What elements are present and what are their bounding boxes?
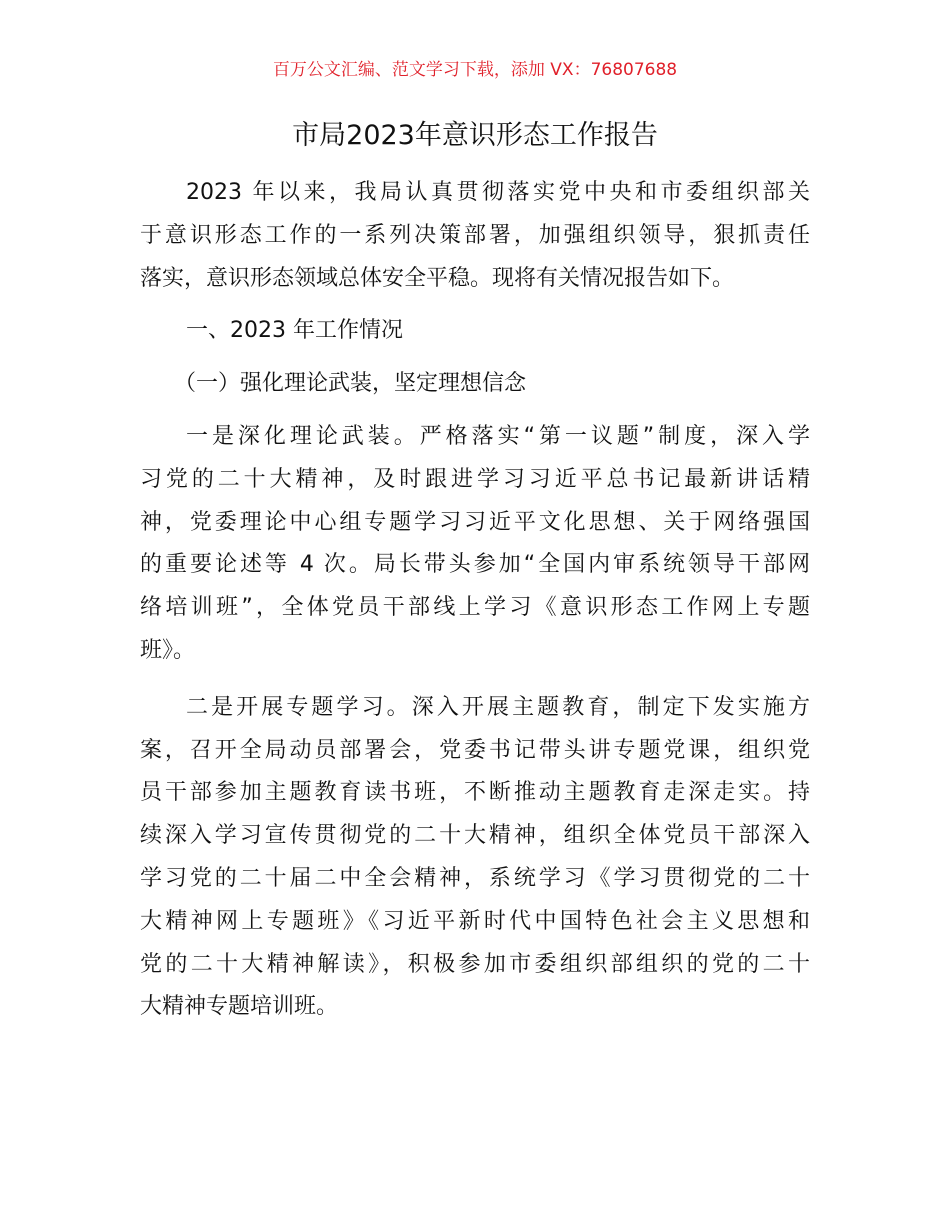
text-line: 一是深化理论武装。严格落实“第一议题”制度，深入学 [186, 423, 810, 449]
text-line: 大精神网上专题班》《习近平新时代中国特色社会主义思想和 [140, 908, 810, 934]
text-line: 落实，意识形态领域总体安全平稳。现将有关情况报告如下。 [140, 265, 735, 291]
document-title: 市局2023年意识形态工作报告 [292, 120, 658, 151]
watermark-banner: 百万公文汇编、范文学习下载，添加 VX：76807688 [272, 60, 678, 80]
text-line: 二是开展专题学习。深入开展主题教育，制定下发实施方 [186, 694, 810, 720]
paragraph-2 [140, 687, 810, 1029]
text-line: 大精神专题培训班。 [140, 994, 339, 1020]
text-line: 续深入学习宣传贯彻党的二十大精神，组织全体党员干部深入 [140, 823, 810, 849]
text-line: 案，召开全局动员部署会，党委书记带头讲专题党课，组织党 [140, 737, 810, 763]
subsection-heading: （一）强化理论武装，坚定理想信念 [174, 371, 527, 397]
text-line: 络培训班”，全体党员干部线上学习《意识形态工作网上专题 [140, 595, 810, 621]
text-line: 党的二十大精神解读》，积极参加市委组织部组织的党的二十 [140, 951, 810, 977]
text-line: 习党的二十大精神，及时跟进学习习近平总书记最新讲话精 [140, 466, 810, 492]
paragraph-1 [140, 416, 810, 673]
text-line: 的重要论述等 4 次。局长带头参加“全国内审系统领导干部网 [140, 552, 810, 578]
text-line: 神，党委理论中心组专题学习习近平文化思想、关于网络强国 [140, 509, 810, 535]
text-line: 员干部参加主题教育读书班，不断推动主题教育走深走实。持 [140, 780, 810, 806]
intro-paragraph [140, 172, 810, 300]
text-line: 2023 年以来，我局认真贯彻落实党中央和市委组织部关 [186, 180, 810, 205]
document-body [140, 172, 810, 1029]
text-line: 班》。 [140, 637, 196, 663]
text-line: 学习党的二十届二中全会精神，系统学习《学习贯彻党的二十 [140, 865, 810, 891]
section-heading: 一、2023 年工作情况 [186, 318, 403, 344]
text-line: 于意识形态工作的一系列决策部署，加强组织领导，狠抓责任 [140, 222, 810, 248]
